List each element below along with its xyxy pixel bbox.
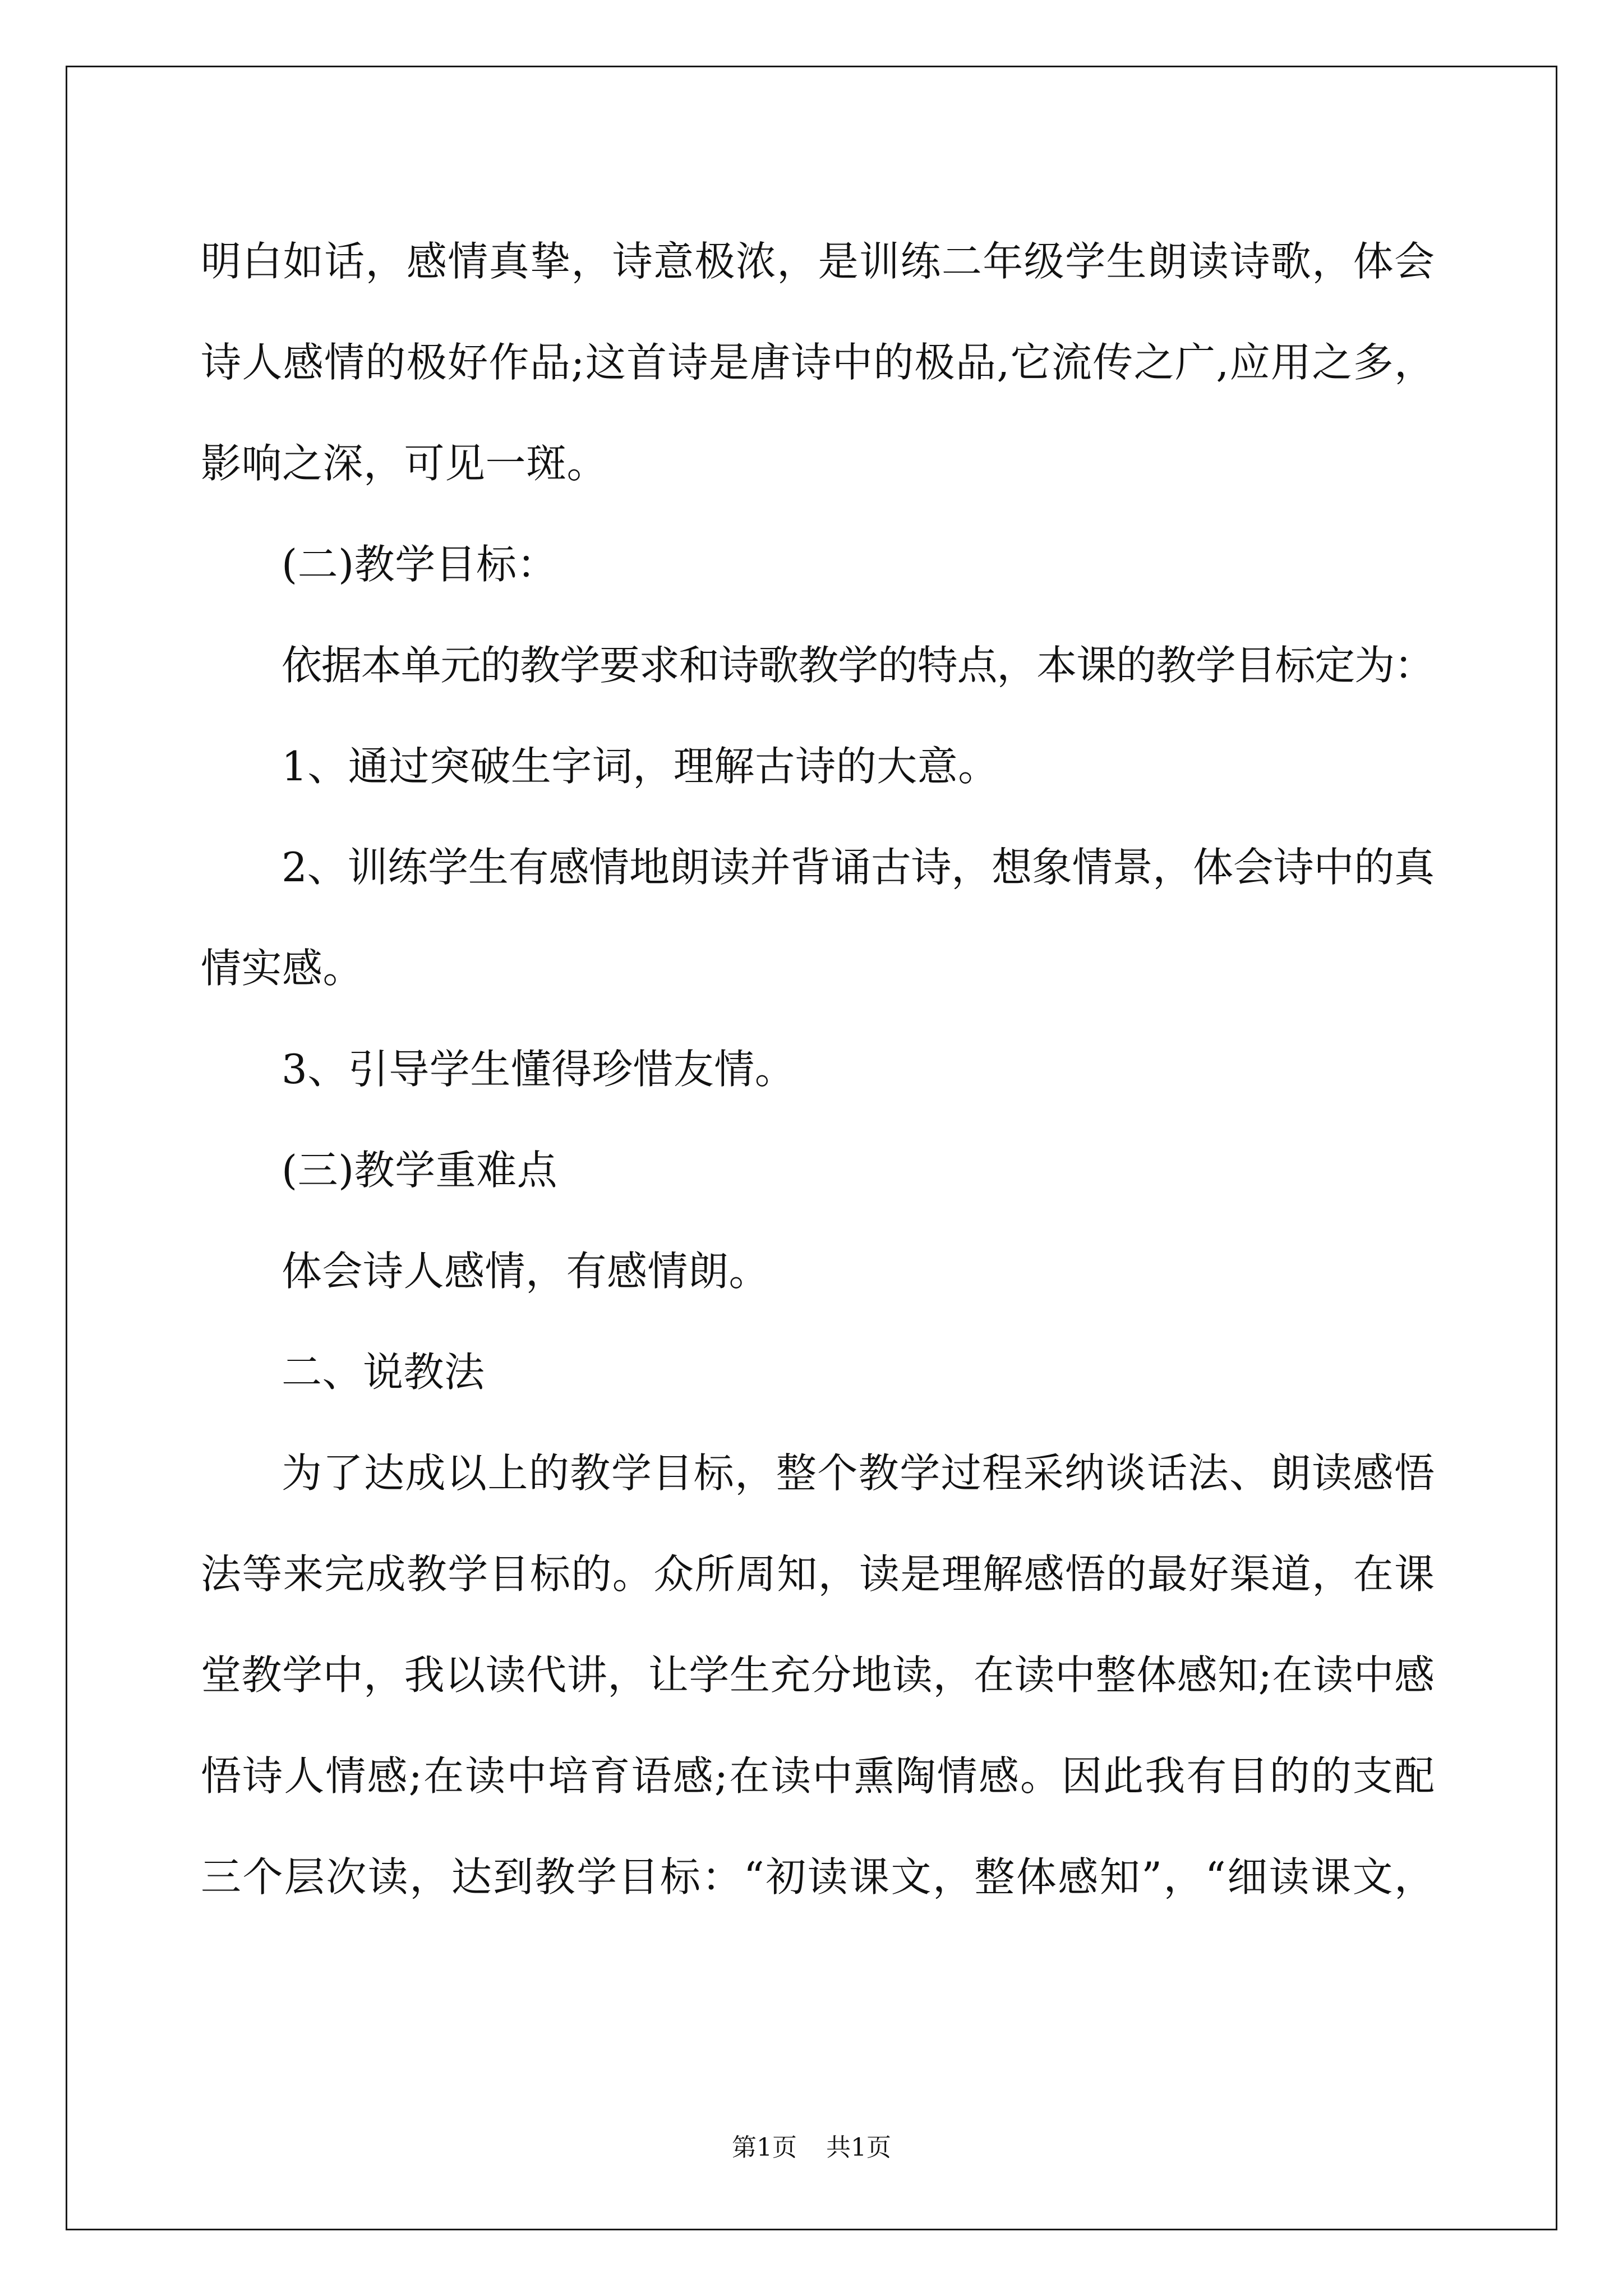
section-heading: 二、说教法	[282, 1349, 485, 1396]
page-footer	[0, 2127, 1623, 2163]
text-line: 体会诗人感情，有感情朗。	[282, 1248, 770, 1295]
text-line: 为了达成以上的教学目标，整个教学过程采纳谈话法、朗读感悟	[282, 1450, 1436, 1497]
list-item: 1、通过突破生字词，理解古诗的大意。	[282, 743, 999, 790]
text-line: 情实感。	[201, 945, 364, 992]
text-line: 影响之深，可见一斑。	[201, 440, 608, 487]
text-line: 法等来完成教学目标的。众所周知，读是理解感悟的最好渠道，在课	[201, 1550, 1436, 1598]
text-line: 悟诗人情感;在读中培育语感;在读中熏陶情感。因此我有目的的支配	[201, 1752, 1436, 1800]
list-item: 3、引导学生懂得珍惜友情。	[282, 1046, 796, 1093]
list-item: 2、训练学生有感情地朗读并背诵古诗，想象情景，体会诗中的真	[282, 844, 1435, 891]
text-line: 三个层次读，达到教学目标：“初读课文，整体感知”，“细读课文，	[201, 1853, 1436, 1901]
page-number-current: 第1页	[732, 2133, 797, 2162]
section-heading: (三)教学重难点	[282, 1147, 558, 1194]
text-line: 依据本单元的教学要求和诗歌教学的特点，本课的教学目标定为：	[282, 642, 1434, 689]
text-line: 诗人感情的极好作品;这首诗是唐诗中的极品,它流传之广,应用之多，	[201, 339, 1436, 386]
section-heading: (二)教学目标：	[282, 541, 558, 588]
text-line: 堂教学中，我以读代讲，让学生充分地读，在读中整体感知;在读中感	[201, 1651, 1435, 1699]
page-number-total: 共1页	[826, 2133, 891, 2162]
document-body	[201, 211, 1435, 1927]
text-line: 明白如话，感情真挚，诗意极浓，是训练二年级学生朗读诗歌，体会	[201, 238, 1436, 285]
